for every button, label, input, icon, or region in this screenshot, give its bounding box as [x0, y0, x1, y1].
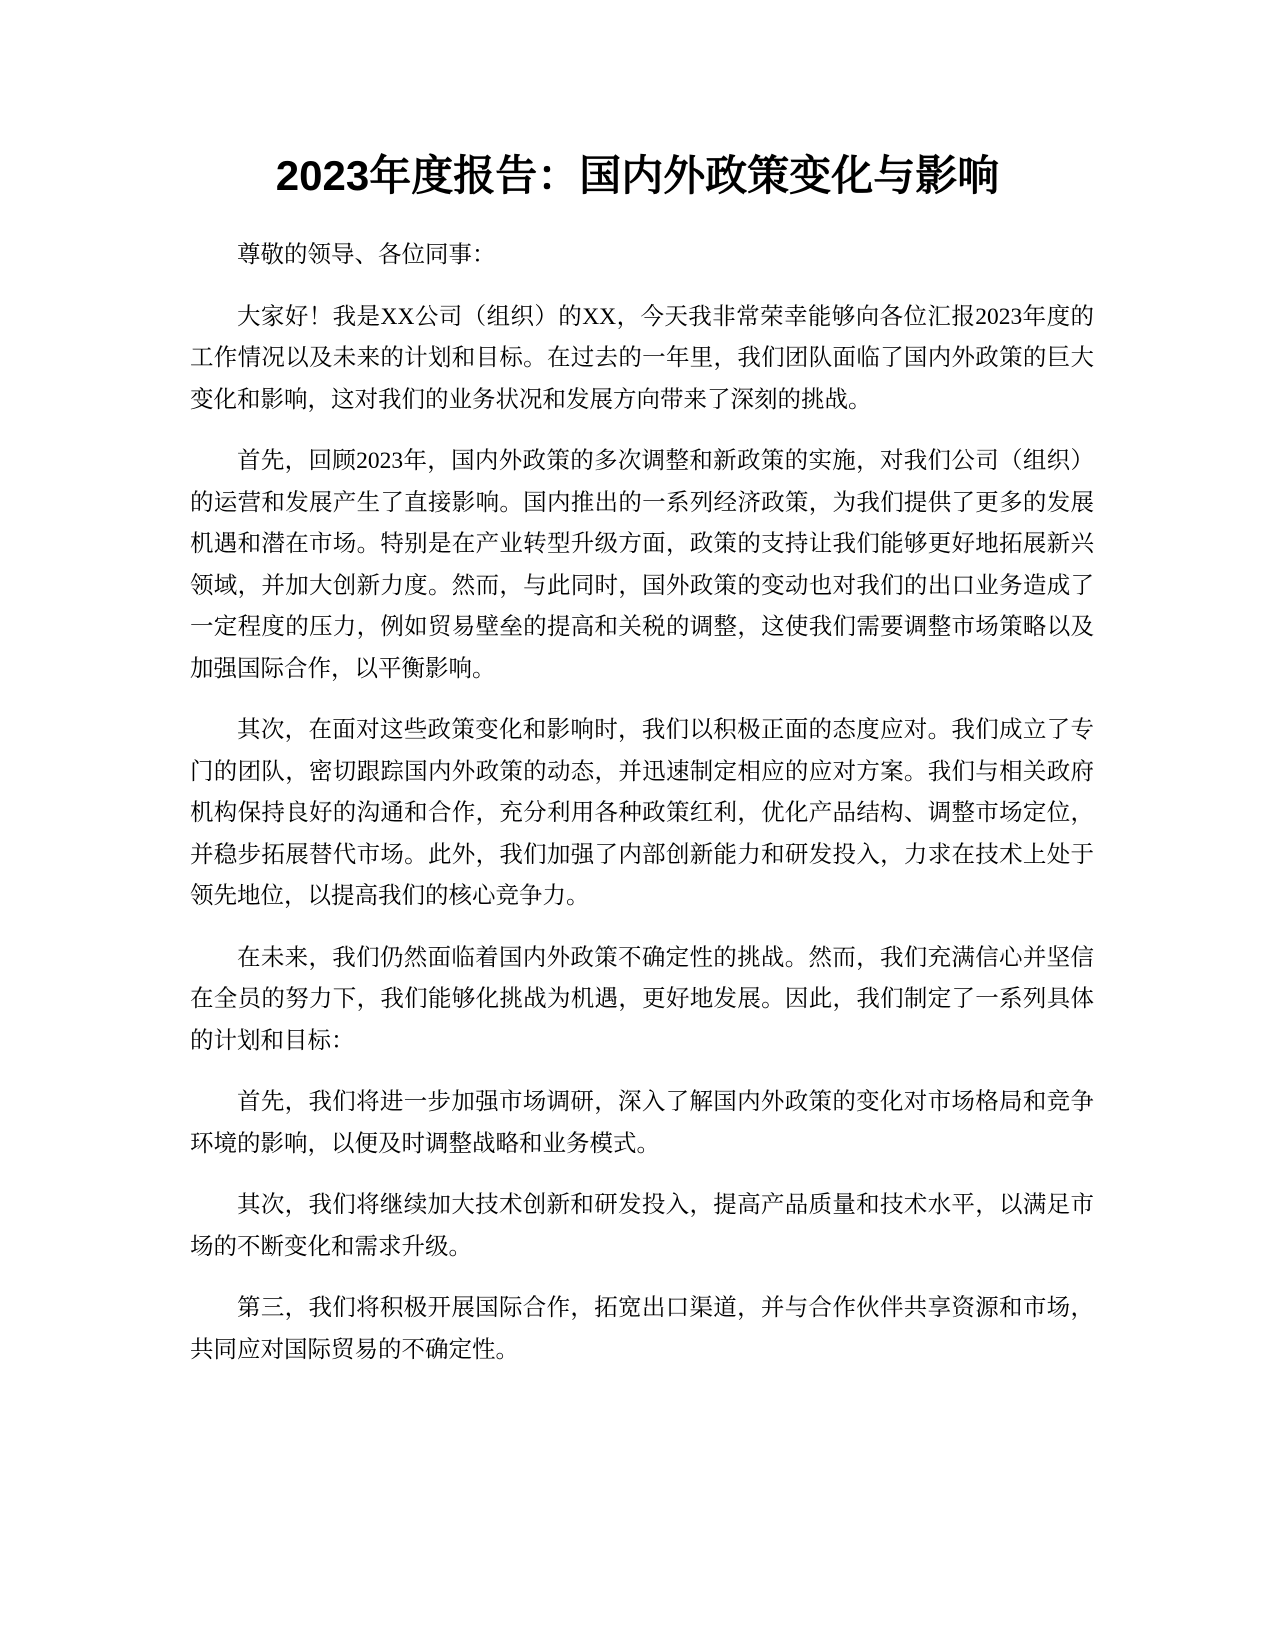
paragraph-plan-market-research: 首先，我们将进一步加强市场调研，深入了解国内外政策的变化对市场格局和竞争环境的影响，以便及时调整战略和业务模式。	[190, 1089, 1094, 1157]
paragraph-introduction: 大家好！我是XX公司（组织）的XX，今天我非常荣幸能够向各位汇报2023年度的工作情况以及未来的计划和目标。在过去的一年里，我们团队面临了国内外政策的巨大变化和影响，这对我们的业务状况和发展方向带来了深刻的挑战。	[190, 303, 1094, 413]
paragraph-plan-innovation: 其次，我们将继续加大技术创新和研发投入，提高产品质量和技术水平，以满足市场的不断变化和需求升级。	[190, 1192, 1094, 1260]
document-title: 2023年度报告：国内外政策变化与影响	[275, 152, 1000, 199]
paragraph-policy-review: 首先，回顾2023年，国内外政策的多次调整和新政策的实施，对我们公司（组织）的运营和发展产生了直接影响。国内推出的一系列经济政策，为我们提供了更多的发展机遇和潜在市场。特别是在产业转型升级方面，政策的支持让我们能够更好地拓展新兴领域，并加大创新力度。然而，与此同时，国外政策的变动也对我们的出口业务造成了一定程度的压力，例如贸易壁垒的提高和关税的调整，这使我们需要调整市场策略以及加强国际合作，以平衡影响。	[190, 448, 1094, 682]
document-body	[190, 235, 1094, 1391]
paragraph-salutation: 尊敬的领导、各位同事：	[237, 242, 496, 268]
paragraph-response: 其次，在面对这些政策变化和影响时，我们以积极正面的态度应对。我们成立了专门的团队，密切跟踪国内外政策的动态，并迅速制定相应的应对方案。我们与相关政府机构保持良好的沟通和合作，充分利用各种政策红利，优化产品结构、调整市场定位，并稳步拓展替代市场。此外，我们加强了内部创新能力和研发投入，力求在技术上处于领先地位，以提高我们的核心竞争力。	[190, 717, 1094, 909]
paragraph-future-outlook: 在未来，我们仍然面临着国内外政策不确定性的挑战。然而，我们充满信心并坚信在全员的努力下，我们能够化挑战为机遇，更好地发展。因此，我们制定了一系列具体的计划和目标：	[190, 944, 1094, 1054]
paragraph-plan-cooperation: 第三，我们将积极开展国际合作，拓宽出口渠道，并与合作伙伴共享资源和市场，共同应对国际贸易的不确定性。	[190, 1295, 1094, 1363]
